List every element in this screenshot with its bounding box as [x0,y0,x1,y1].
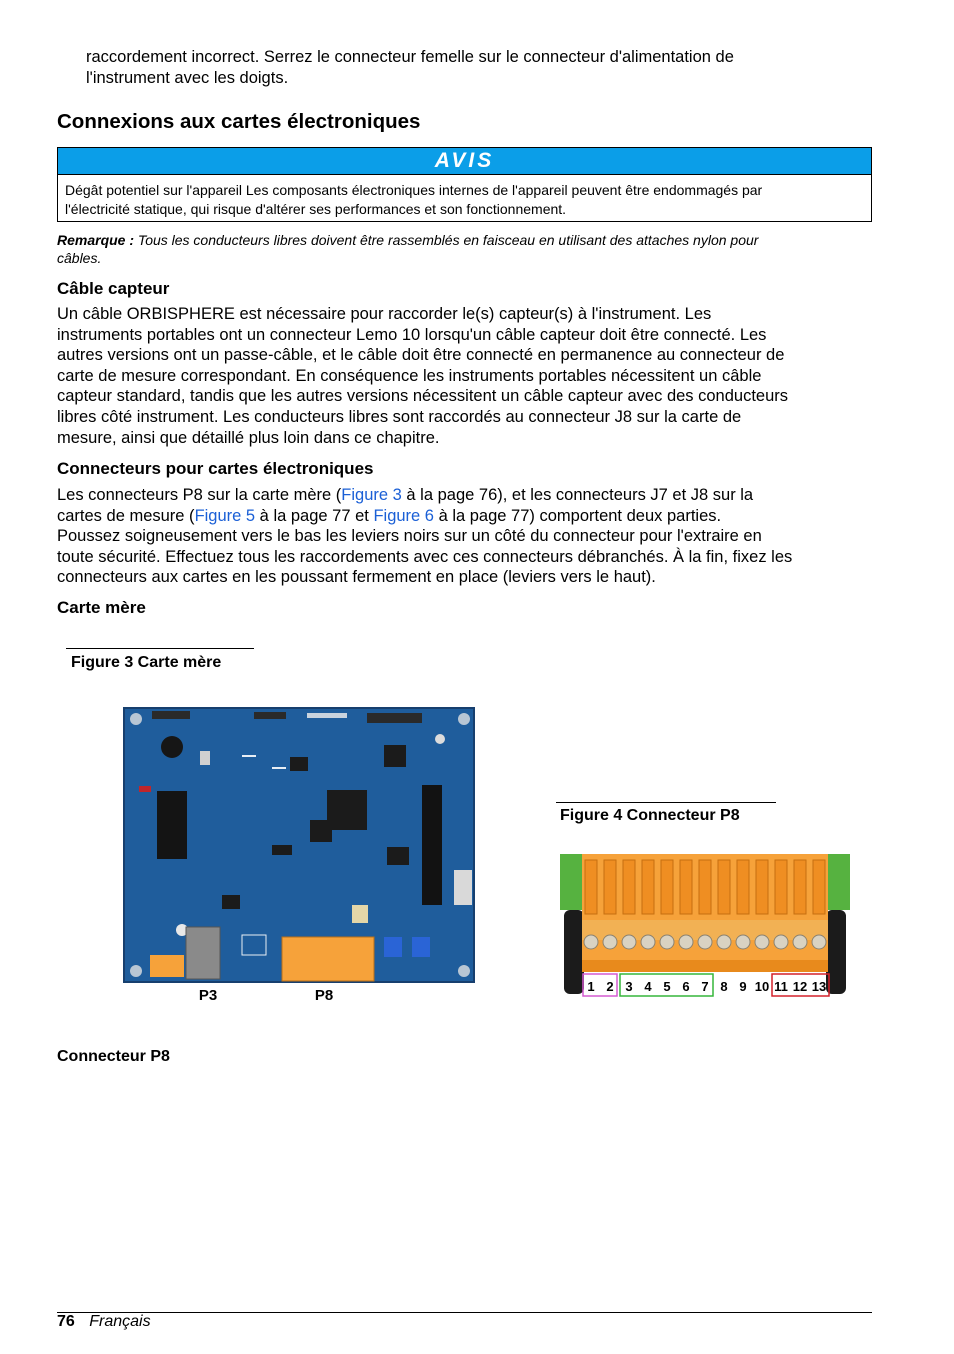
p8-connector-image [558,850,852,1002]
connectors-title: Connecteurs pour cartes électroniques [57,459,374,478]
cable-line: instruments portables ont un connecteur Lemo 10 lorsqu'un câble capteur doit être connecté. Les [57,325,767,344]
cable-line: mesure, ainsi que détaillé plus loin dans ce chapitre. [57,428,440,447]
figure-6-link[interactable]: Figure 6 [373,506,434,525]
p8-lever [604,860,616,914]
connectors-text-4: toute sécurité. Effectuez tous les raccordements avec ces connecteurs débranchés. À la fin, fixez les [57,547,793,566]
cable-line: Un câble ORBISPHERE est nécessaire pour raccorder le(s) capteur(s) à l'instrument. Les [57,305,712,323]
p8-screw [660,935,674,949]
p8-lever [794,860,806,914]
figure-3-caption: Figure 3 Carte mère [71,654,222,671]
notice-line-2: l'électricité statique, qui risque d'altérer ses performances et son fonctionnement. [65,200,567,217]
p8-pin-number: 10 [754,979,770,994]
page-number: 76 [57,1313,75,1330]
p8-pin-number: 4 [644,979,652,994]
p8-lever [737,860,749,914]
p8-pin-number: 2 [606,979,614,994]
p8-label: P8 [314,987,334,1004]
p8-screw [584,935,598,949]
p3-label: P3 [198,987,218,1004]
intro-line-1: raccordement incorrect. Serrez le connecteur femelle sur le connecteur d'alimentation de [86,48,734,66]
p8-screw [774,935,788,949]
p8-pin-number: 9 [739,979,747,994]
cable-text [57,304,788,448]
p8-screw [641,935,655,949]
footer [57,1313,151,1331]
footer-language: Français [89,1313,151,1330]
p8-lever [699,860,711,914]
connectors-text-2a: cartes de mesure ( [57,506,195,525]
connectors-text [57,485,792,588]
p8-pin-number: 3 [625,979,633,994]
figure-4-caption: Figure 4 Connecteur P8 [560,807,740,824]
connectors-text-5: connecteurs aux cartes en les poussant fermement en place (leviers vers le haut). [57,568,656,587]
p8-pin-number: 8 [720,979,728,994]
connectors-text-1b: à la page 76), et les connecteurs J7 et J8 sur la [401,486,754,504]
connectors-text-2c: à la page 77) comportent deux parties. [433,506,722,525]
p8-pin-number: 12 [792,979,808,994]
connectors-text-2b: à la page 77 et [255,506,374,525]
connectors-text-1a: Les connecteurs P8 sur la carte mère ( [57,486,342,504]
p8-pin-number: 11 [774,979,788,994]
figure-4-rule [556,802,776,803]
p8-lever [642,860,654,914]
p8-screw [736,935,750,949]
cable-line: libres côté instrument. Les conducteurs libres sont raccordés au connecteur J8 sur la carte de [57,407,742,426]
p8-screw [793,935,807,949]
cable-line: autres versions ont un passe-câble, et le câble doit être connecté en permanence au connecteur de [57,346,785,365]
figure-3-link[interactable]: Figure 3 [341,486,402,504]
section-title: Connexions aux cartes électroniques [57,110,421,133]
footer-rule [57,1312,872,1313]
remark-line-2: câbles. [57,250,102,266]
p8-lever [623,860,635,914]
p8-lever [718,860,730,914]
p8-lever [585,860,597,914]
figure-5-link[interactable]: Figure 5 [194,506,256,525]
p8-screw [698,935,712,949]
p8-screw [812,935,826,949]
p8-title: Connecteur P8 [57,1048,170,1065]
notice-box [57,147,872,222]
cable-line: capteur standard, tandis que les autres versions nécessitent un câble capteur avec des conducteurs [57,387,789,406]
p8-lever [661,860,673,914]
p8-lever [775,860,787,914]
p8-screw [622,935,636,949]
cable-line: carte de mesure correspondant. En conséquence les instruments portables nécessitent un câble [57,366,762,385]
notice-body [58,175,871,224]
figure-3-rule [66,648,254,649]
p8-lever [813,860,825,914]
p8-lever [680,860,692,914]
motherboard-image [122,705,477,1005]
remark [57,231,877,267]
motherboard-title: Carte mère [57,598,146,617]
notice-header: AVIS [58,148,871,175]
p8-pin-number: 1 [587,979,595,994]
p8-screw [717,935,731,949]
p8-pin-number: 6 [682,979,690,994]
p8-screw [755,935,769,949]
intro-line-2: l'instrument avec les doigts. [86,68,289,87]
p8-pin-number: 7 [701,979,709,994]
p8-pin-number: 5 [663,979,671,994]
p8-screw [679,935,693,949]
cable-title: Câble capteur [57,279,170,298]
remark-line-1: Tous les conducteurs libres doivent être rassemblés en faisceau en utilisant des attaches nylon pour [137,232,759,248]
notice-line-1: Dégât potentiel sur l'appareil Les composants électroniques internes de l'appareil peuvent être endommagés par [65,182,763,198]
p8-lever [756,860,768,914]
p8-pin-number: 13 [811,979,827,994]
p8-screw [603,935,617,949]
connectors-text-3: Poussez soigneusement vers le bas les leviers noirs sur un côté du connecteur pour l'extraire en [57,527,762,546]
intro-text [86,47,734,88]
remark-label: Remarque : [57,232,135,248]
